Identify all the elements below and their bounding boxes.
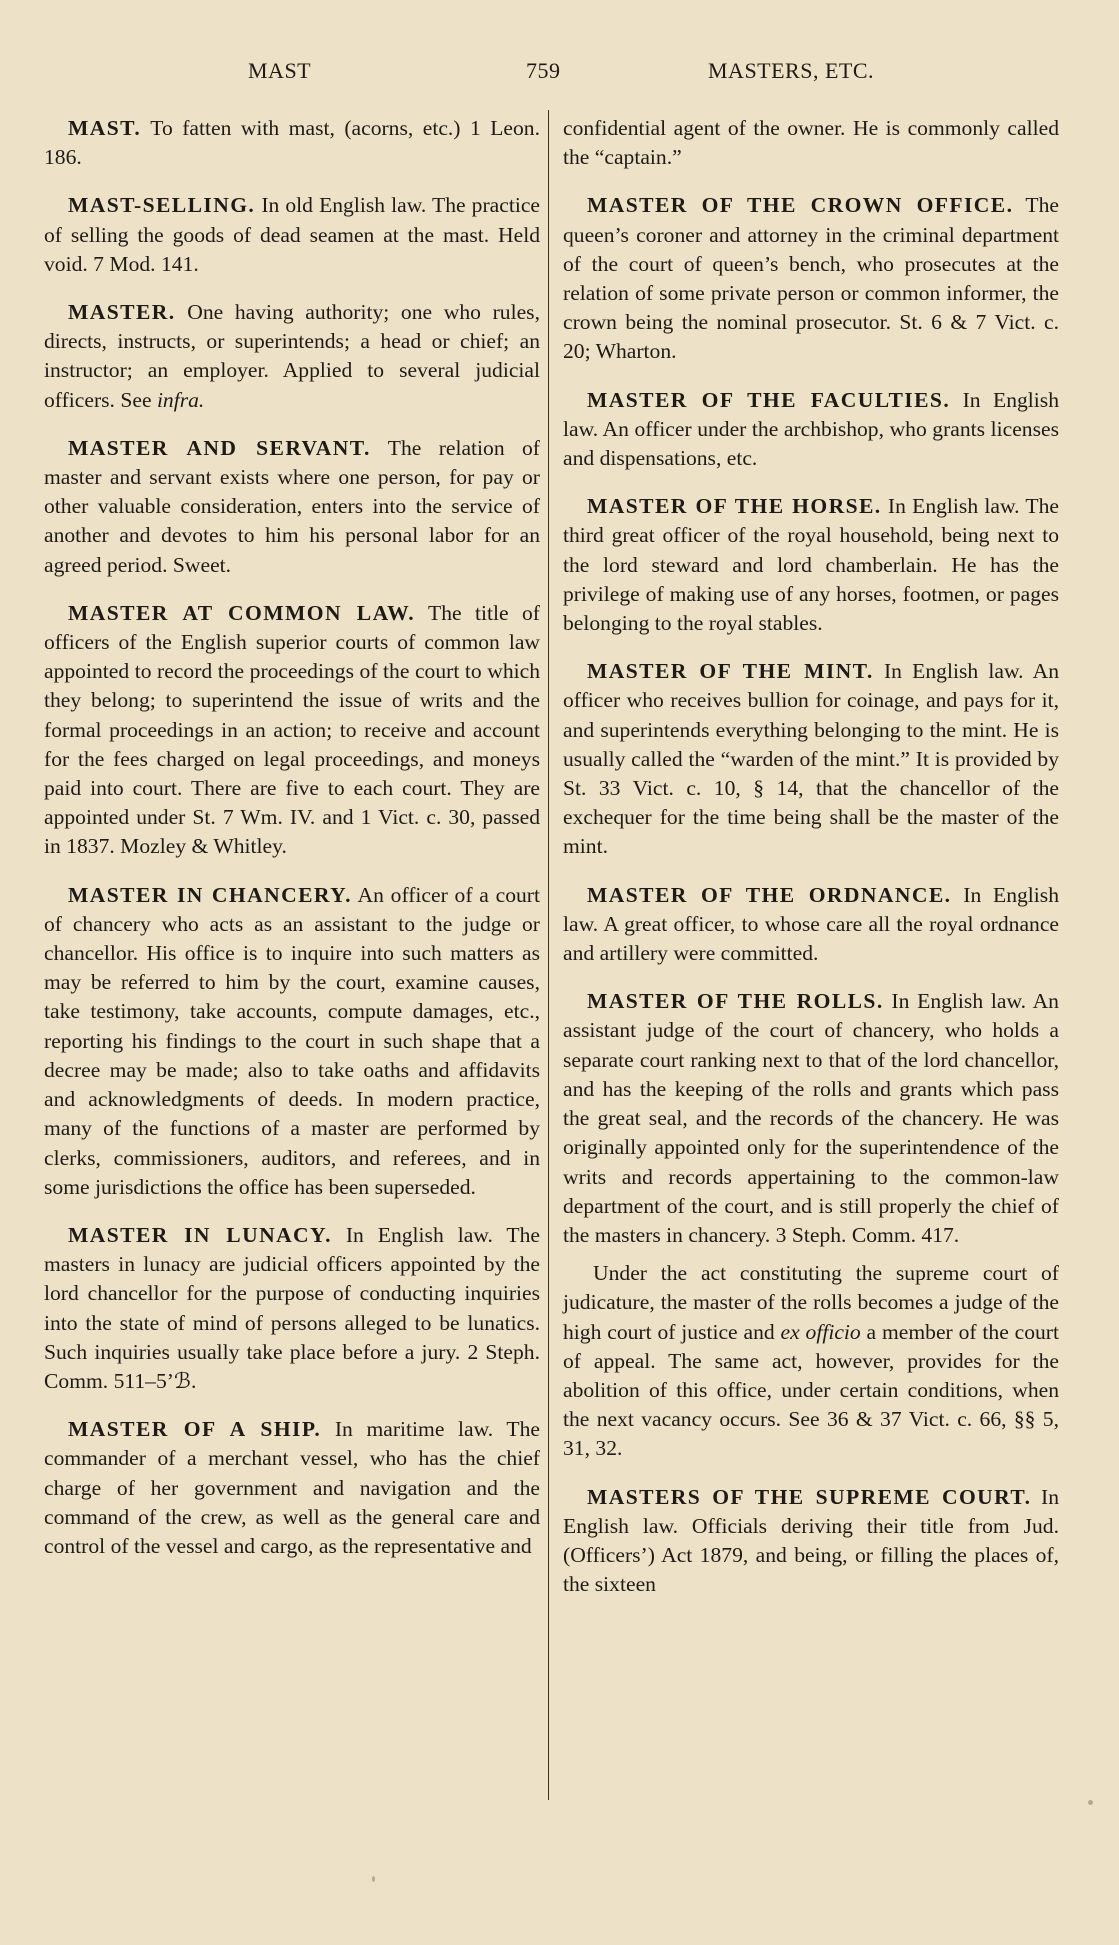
guide-word-right: MASTERS, ETC. [708,58,875,83]
definition: One having authority; one who rules, directs, instructs, or superintends; a head or chief; an instructor; an employer. Applied to several judicial officers. See [44,300,540,412]
entry-mast-selling [44,191,540,279]
headword: MASTER IN CHANCERY. [68,882,352,907]
entry-master-in-chancery [44,881,540,1202]
definition: The queen’s coroner and attorney in the criminal department of the court of queen’s bench, who prosecutes at the relation of some private person or common informer, the crown being the nominal prosecutor. St. 6 & 7 Vict. c. 20; Wharton. [563,193,1059,364]
definition: In English law. A great officer, to whose care all the royal ordnance and artillery were committed. [563,882,1059,966]
entry-continuation [563,114,1059,172]
definition: In English law. Officials deriving their title from Jud. (Officers’) Act 1879, and being, or filling the places of, the sixteen [563,1484,1059,1597]
entry-masters-of-the-supreme-court [563,1483,1059,1600]
headword: MAST. [68,116,142,140]
italic-term: ex officio [780,1319,861,1344]
headword: MASTER IN LUNACY. [68,1222,332,1247]
entry-master-of-the-crown-office [563,191,1059,366]
headword: MAST-SELLING. [68,193,256,218]
headword: MASTER OF THE CROWN OFFICE. [587,193,1014,218]
headword: MASTERS OF THE SUPREME COURT. [587,1484,1032,1509]
definition: Under the act constituting the supreme court of judicature, the master of the rolls becomes a judge of the high court of justice and [563,1261,1059,1344]
definition: In old English law. The practice of selling the goods of dead seamen at the mast. Held void. 7 Mod. 141. [44,193,540,276]
headword: MASTER. [68,300,176,325]
definition-tail: a member of the court of appeal. The same act, however, provides for the abolition of this office, under certain conditions, when the next vacancy occurs. See 36 & 37 Vict. c. 66, §§ 5, 31, 32. [563,1319,1059,1461]
definition: In English law. An assistant judge of the court of chancery, who holds a separate court ranking next to that of the lord chancellor, and has the keeping of the rolls and grants which pass the great seal, and the records of the chancery. He was originally appointed only for the superintendence of the writs and records appertaining to the common-law department of the court, and is still properly the chief of the masters in chancery. 3 Steph. Comm. 417. [563,989,1059,1247]
headword: MASTER OF THE FACULTIES. [587,387,951,412]
definition: The title of officers of the English superior courts of common law appointed to record the proceedings of the court to which they belong; to superintend the issue of writs and the formal proceedings in an action; to receive and account for the fees charged on legal proceedings, and moneys paid into court. There are five to each court. They are appointed under St. 7 Wm. IV. and 1 Vict. c. 30, passed in 1837. Mozley & Whitley. [44,600,540,859]
entry-mast [44,114,540,172]
entry-master-of-the-faculties [563,386,1059,474]
definition: To fatten with mast, (acorns, etc.) 1 Leon. 186. [44,116,540,170]
entry-master-of-the-horse [563,492,1059,638]
entry-master-of-the-rolls-paragraph [563,1259,1059,1463]
entry-master-in-lunacy [44,1221,540,1396]
paper-speck [1088,1800,1093,1805]
left-column [44,114,540,1580]
entry-master-and-servant [44,434,540,580]
headword: MASTER OF THE ROLLS. [587,989,884,1014]
headword: MASTER OF THE HORSE. [587,494,882,519]
running-head [0,58,1119,92]
right-column [563,114,1059,1618]
entry-master [44,298,540,415]
entry-master-of-the-rolls [563,987,1059,1250]
definition: In English law. The third great officer of the royal household, being next to the lord steward and lord chamberlain. He has the privilege of making use of any horses, footmen, or pages belonging to the royal stables. [563,494,1060,636]
guide-word-left: MAST [248,58,312,83]
entry-master-of-the-mint [563,657,1059,861]
entry-master-at-common-law [44,599,540,862]
headword: MASTER OF A SHIP. [68,1417,322,1442]
definition: An officer of a court of chancery who acts as an assistant to the judge or chancellor. His office is to inquire into such matters as may be referred to him by the court, examine causes, take testimony, take accounts, compute damages, etc., reporting his findings to the court in such shape that a decree may be made; also to take oaths and affidavits and acknowledgments of deeds. In modern practice, many of the functions of a master are performed by clerks, commissioners, auditors, and referees, and in some jurisdictions the office has been superseded. [44,882,541,1199]
definition: In maritime law. The commander of a merchant vessel, who has the chief charge of her government and navigation and the command of the crew, as well as the general care and control of the vessel and cargo, as the representative and [44,1417,540,1558]
definition: In English law. An officer who receives bullion for coinage, and pays for it, and superintends everything belonging to the mint. He is usually called the “warden of the mint.” It is provided by St. 33 Vict. c. 10, § 14, that the chancellor of the exchequer for the time being shall be the master of the mint. [563,659,1060,859]
paper-speck [372,1876,375,1882]
page-number: 759 [526,58,561,83]
definition: The relation of master and servant exists where one person, for pay or other valuable consideration, enters into the service of another and devotes to him his personal labor for an agreed period. Sweet. [44,435,540,577]
headword: MASTER AT COMMON LAW. [68,600,415,625]
definition: confidential agent of the owner. He is commonly called the “captain.” [563,116,1059,170]
definition: In English law. An officer under the archbishop, who grants licenses and dispensations, etc. [563,387,1059,471]
column-rule [548,110,549,1800]
definition: In English law. The masters in lunacy are judicial officers appointed by the lord chancellor for the purpose of conducting inquiries into the state of mind of persons alleged to be lunatics. Such inquiries usually take place before a jury. 2 Steph. Comm. 511–5’ℬ. [44,1222,540,1393]
headword: MASTER OF THE ORDNANCE. [587,882,952,907]
headword: MASTER OF THE MINT. [587,659,874,684]
entry-master-of-the-ordnance [563,881,1059,969]
entry-master-of-a-ship [44,1415,540,1561]
italic-reference: infra. [156,387,205,412]
headword: MASTER AND SERVANT. [68,435,371,460]
